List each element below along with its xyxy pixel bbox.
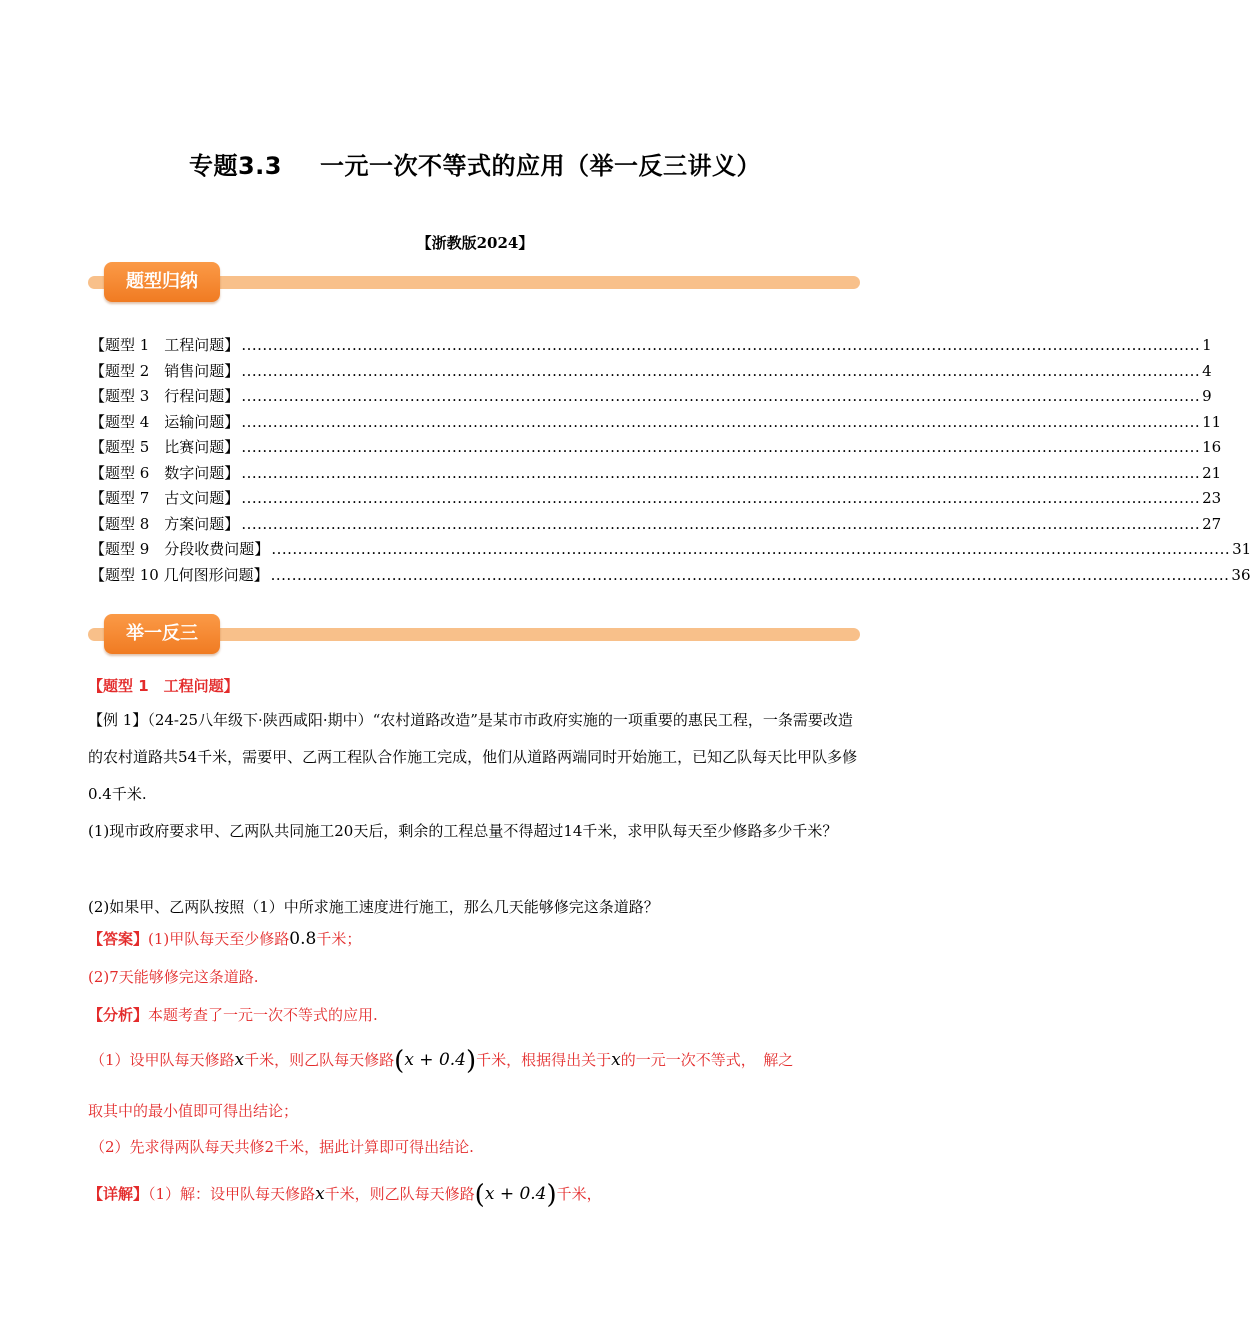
toc-page: 31 [1232, 540, 1251, 558]
detail-b: 千米，则乙队每天修路 [324, 1185, 475, 1203]
detail-label: 【详解】 [88, 1185, 149, 1203]
expression-text: x + 0.4 [404, 1050, 466, 1070]
analysis-line [88, 1004, 378, 1025]
toc-label: 【题型 8 方案问题】 [90, 514, 240, 533]
analysis-p1-c: 千米，根据得出关于 [476, 1051, 612, 1069]
banner-tag: 举一反三 [104, 614, 220, 654]
toc-item[interactable] [90, 385, 1212, 411]
toc-leader: ...................................................................................................................................................................................... [241, 438, 1201, 456]
answer-1-suffix: 千米； [316, 930, 362, 948]
detail-c: 千米， [556, 1185, 602, 1203]
expression-text: x + 0.4 [484, 1184, 547, 1204]
banner-tag: 题型归纳 [104, 262, 220, 302]
answer-line-2: (2)7天能够修完这条道路. [88, 968, 259, 986]
variable-x: x [234, 1050, 245, 1070]
variable-x: x [315, 1184, 325, 1204]
title-text: 一元一次不等式的应用（举一反三讲义） [320, 152, 761, 180]
toc-leader: ...................................................................................................................................................................................... [241, 463, 1201, 482]
toc-page: 23 [1202, 489, 1222, 507]
toc-label: 【题型 1 工程问题】 [90, 336, 240, 354]
example-text: （24-25八年级下·陕西咸阳·期中）“农村道路改造”是某市市政府实施的一项重要的惠民工程，一条需要改造的农村道路共54千米，需要甲、乙两工程队合作施工完成，他们从道路两端同时开始施工，已知乙队每天比甲队多修0.4千米. [88, 711, 858, 803]
toc-item[interactable] [90, 360, 1212, 386]
detail-line [88, 1180, 602, 1210]
toc-leader: ...................................................................................................................................................................................... [270, 565, 1230, 584]
toc-item[interactable] [90, 462, 1222, 488]
toc-item[interactable] [90, 564, 1251, 590]
toc-label: 【题型 9 分段收费问题】 [90, 540, 270, 558]
question-2: (2)如果甲、乙两队按照（1）中所求施工速度进行施工，那么几天能够修完这条道路？ [88, 898, 659, 916]
toc-leader: ...................................................................................................................................................................................... [241, 412, 1201, 431]
analysis-part-1 [90, 1046, 793, 1076]
toc-leader: ...................................................................................................................................................................................... [241, 387, 1201, 405]
toc-page: 16 [1202, 438, 1222, 456]
toc-label: 【题型 4 运输问题】 [90, 412, 240, 431]
toc-label: 【题型 10 几何图形问题】 [90, 565, 269, 584]
toc-page: 1 [1202, 336, 1212, 354]
toc-page: 9 [1202, 387, 1212, 405]
analysis-p1-d: 的一元一次不等式， 解之 [620, 1051, 794, 1069]
toc-page: 27 [1202, 514, 1222, 533]
expression: (x + 0.4) [394, 1046, 477, 1076]
expression: (x + 0.4) [474, 1180, 557, 1210]
toc-leader: ...................................................................................................................................................................................... [271, 540, 1231, 558]
edition-label: 【浙教版2024】 [416, 234, 534, 252]
toc-leader: ...................................................................................................................................................................................... [241, 489, 1201, 507]
toc-leader: ...................................................................................................................................................................................... [241, 361, 1201, 380]
toc-item[interactable] [90, 436, 1222, 462]
analysis-p1-b: 千米，则乙队每天修路 [244, 1051, 395, 1069]
detail-a: （1）解：设甲队每天修路 [148, 1185, 316, 1203]
toc-page: 21 [1202, 463, 1222, 482]
toc-page: 4 [1202, 361, 1212, 380]
example-prefix: 【例 1】 [88, 711, 148, 729]
answer-line-1 [88, 928, 361, 949]
toc-label: 【题型 5 比赛问题】 [90, 438, 240, 456]
analysis-p1-a: （1）设甲队每天修路 [90, 1051, 235, 1069]
toc-page: 36 [1231, 565, 1251, 584]
question-1: (1)现市政府要求甲、乙两队共同施工20天后，剩余的工程总量不得超过14千米，求甲队每天至少修路多少千米？ [88, 822, 838, 840]
toc-leader: ...................................................................................................................................................................................... [241, 514, 1201, 533]
answer-1-prefix: (1)甲队每天至少修路 [148, 930, 290, 948]
analysis-part-1-cont: 取其中的最小值即可得出结论； [88, 1102, 299, 1120]
title-code: 专题3.3 [188, 152, 282, 180]
toc-item[interactable] [90, 513, 1222, 539]
variable-x: x [611, 1050, 621, 1070]
toc-page: 11 [1202, 412, 1222, 431]
analysis-part-2: （2）先求得两队每天共修2千米，据此计算即可得出结论. [90, 1138, 474, 1156]
toc-label: 【题型 7 古文问题】 [90, 489, 240, 507]
table-of-contents [90, 334, 1251, 589]
toc-item[interactable] [90, 411, 1222, 437]
practice-banner [88, 614, 860, 656]
answer-label: 【答案】 [88, 930, 149, 948]
toc-banner [88, 262, 860, 304]
toc-leader: ...................................................................................................................................................................................... [241, 336, 1201, 354]
analysis-label: 【分析】 [88, 1006, 149, 1024]
toc-label: 【题型 3 行程问题】 [90, 387, 240, 405]
section-heading: 【题型 1 工程问题】 [88, 677, 239, 695]
toc-item[interactable] [90, 487, 1222, 513]
toc-label: 【题型 6 数字问题】 [90, 463, 240, 482]
page-title [0, 146, 950, 181]
toc-item[interactable] [90, 538, 1251, 564]
toc-item[interactable] [90, 334, 1212, 360]
analysis-text: 本题考查了一元一次不等式的应用. [148, 1006, 378, 1024]
example-question [88, 702, 858, 813]
toc-label: 【题型 2 销售问题】 [90, 361, 240, 380]
answer-1-value: 0.8 [289, 929, 317, 949]
